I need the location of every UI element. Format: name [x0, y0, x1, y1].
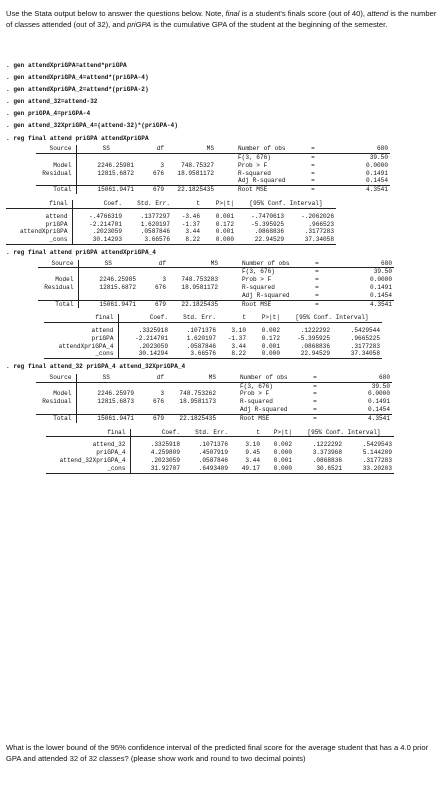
table-cell: 3.44	[185, 228, 200, 236]
command-line: . gen attend_32XpriGPA_4=(attend-32)*(priGPA-4)	[6, 122, 178, 130]
table-cell: 39.50	[371, 382, 390, 390]
table-cell	[76, 153, 136, 161]
table-cell	[216, 177, 236, 185]
intro-attend-var: attend	[367, 9, 389, 18]
table-cell: attendXpriGPA	[6, 228, 72, 236]
table-cell	[38, 292, 78, 300]
table-cell: =	[313, 414, 317, 422]
table-cell: F(3, 676)	[240, 382, 273, 390]
table-cell: 0.000	[273, 449, 292, 457]
fit-label: Adj R-squared	[236, 177, 308, 185]
table-cell: 3.66576	[124, 236, 172, 244]
table-cell: 3.44	[231, 342, 246, 350]
anova-cell: 748.75327	[181, 161, 214, 169]
table-cell	[218, 374, 238, 382]
table-cell	[36, 406, 76, 414]
table-cell: 22.1825435	[181, 300, 218, 308]
table-cell: -1.37	[227, 334, 246, 342]
anova-header-ss: SS	[76, 145, 136, 153]
table-cell: .3177283	[350, 342, 380, 350]
table-cell	[78, 268, 138, 276]
table-cell: .1071376	[198, 441, 228, 449]
table-cell: =	[311, 169, 315, 177]
table-cell: _cons	[44, 350, 118, 358]
table-cell: Source	[36, 374, 76, 382]
table-cell: 30.14294	[118, 350, 170, 358]
table-row	[46, 441, 394, 449]
anova-cell: 18.9581172	[177, 169, 214, 177]
intro-prigpa-var: priGPA	[127, 20, 152, 29]
table-cell: 676	[153, 398, 164, 406]
table-cell: df	[138, 260, 168, 268]
table-cell: 3	[162, 276, 166, 284]
table-cell	[166, 406, 218, 414]
table-row	[44, 350, 382, 358]
fit-label: Prob > F	[238, 161, 268, 169]
table-cell: MS	[168, 260, 220, 268]
table-cell: 3.373968	[312, 449, 342, 457]
table-cell: .3325918	[138, 327, 168, 335]
table-cell: 680	[322, 260, 394, 268]
table-cell: -.7470613	[251, 212, 284, 220]
table-cell	[216, 170, 236, 178]
table-cell: 4.3541	[368, 414, 390, 422]
table-cell: -.2062026	[301, 212, 334, 220]
table-cell: .5429543	[362, 441, 392, 449]
table-cell: 1.620197	[186, 334, 216, 342]
table-cell: .0587846	[186, 342, 216, 350]
coef-header: Std. Err.	[124, 200, 172, 208]
table-cell: 676	[155, 283, 166, 291]
table-cell	[76, 382, 136, 390]
table-cell: .0868836	[300, 342, 330, 350]
table-cell: 0.001	[215, 212, 234, 220]
table-cell: 0.1491	[370, 283, 392, 291]
table-cell: =	[311, 161, 315, 169]
command-line: . reg final attend_32 priGPA_4 attend_32XpriGPA_4	[6, 363, 186, 371]
table-cell	[220, 300, 240, 308]
table-cell: .1071376	[186, 327, 216, 335]
table-cell: 0.172	[261, 334, 280, 342]
table-cell: final	[44, 314, 118, 322]
table-cell: .2023059	[92, 228, 122, 236]
table-row	[6, 221, 336, 229]
table-cell: Std. Err.	[182, 429, 230, 437]
table-cell: final	[46, 429, 130, 437]
anova-header-df: df	[136, 145, 166, 153]
table-row	[6, 213, 336, 221]
coef-header-depvar: final	[6, 200, 72, 208]
table-cell	[218, 406, 238, 414]
anova-table	[36, 374, 392, 423]
table-row	[44, 343, 382, 351]
table-cell: SS	[76, 374, 136, 382]
table-cell	[220, 276, 240, 284]
table-cell: .2023059	[138, 342, 168, 350]
table-cell	[220, 284, 240, 292]
table-cell: 33.20203	[344, 465, 394, 473]
command-line: . gen priGPA_4=priGPA-4	[6, 110, 91, 118]
table-cell	[216, 186, 236, 194]
table-cell: SS	[78, 260, 138, 268]
table-cell	[38, 268, 78, 276]
table-cell: priGPA	[6, 221, 72, 229]
table-cell: .1222292	[300, 327, 330, 335]
table-cell: .1377297	[140, 212, 170, 220]
table-cell	[138, 292, 168, 300]
table-cell: .0587846	[198, 457, 228, 465]
intro-part-3: is the number of classes attended (out of 32), and	[6, 9, 437, 29]
fit-label: F(3, 676)	[238, 153, 271, 161]
table-cell: .0868836	[312, 457, 342, 465]
fit-value: 39.50	[369, 153, 388, 161]
table-cell: 3.10	[231, 327, 246, 335]
table-cell: 1.620197	[140, 220, 170, 228]
table-cell	[78, 292, 138, 300]
regression-2	[6, 260, 439, 360]
table-cell: t	[218, 314, 248, 322]
anova-row-label: Model	[36, 162, 76, 170]
table-cell: attend_32	[46, 441, 130, 449]
table-cell: [95% Conf. Interval]	[294, 429, 394, 437]
table-cell: .3177283	[362, 457, 392, 465]
table-cell: Source	[38, 260, 78, 268]
table-cell: P>|t|	[262, 429, 294, 437]
table-cell: 15061.9471	[97, 414, 134, 422]
anova-cell: 12815.6872	[97, 169, 134, 177]
table-cell: Root MSE	[240, 414, 270, 422]
anova-row-label: Residual	[36, 170, 76, 178]
table-cell: Root MSE	[242, 300, 272, 308]
table-cell	[216, 145, 236, 153]
table-cell: 0.001	[261, 342, 280, 350]
coef-header: P>|t|	[202, 200, 236, 208]
table-cell: =	[308, 145, 318, 153]
table-cell: 679	[153, 414, 164, 422]
table-cell: 9.45	[245, 449, 260, 457]
command-line: . gen attend_32=attend-32	[6, 98, 98, 106]
table-cell: 31.92707	[130, 465, 182, 473]
table-cell: 748.753262	[179, 390, 216, 398]
coefficient-table	[6, 200, 336, 245]
table-cell: 22.94529	[236, 236, 286, 244]
table-cell: .5429544	[350, 327, 380, 335]
table-cell: =	[313, 390, 317, 398]
table-cell	[168, 268, 220, 276]
command-line: . reg final attend priGPA attendXpriGPA	[6, 134, 149, 142]
regression-3	[6, 374, 439, 474]
table-cell: Total	[38, 300, 78, 308]
table-cell: -5.395925	[297, 334, 330, 342]
table-cell: 0.0000	[370, 276, 392, 284]
table-cell: 18.9581173	[179, 398, 216, 406]
command-line: . reg final attend priGPA attendXpriGPA_4	[6, 248, 156, 256]
table-cell: Coef.	[118, 314, 170, 322]
fit-value: 4.3541	[366, 186, 388, 194]
table-cell: 4.259809	[150, 449, 180, 457]
table-cell	[36, 153, 76, 161]
table-cell: 0.000	[248, 350, 282, 358]
table-cell: Prob > F	[242, 276, 272, 284]
table-cell: 3.44	[245, 457, 260, 465]
table-row	[46, 465, 394, 473]
anova-header-source: Source	[36, 145, 76, 153]
regression-1	[6, 145, 439, 245]
table-cell: 0.000	[262, 465, 294, 473]
table-cell: 0.0000	[368, 390, 390, 398]
fit-value: 0.1454	[318, 177, 390, 185]
table-cell: Model	[38, 276, 78, 284]
table-cell: 5.144209	[362, 449, 392, 457]
table-cell: 37.34058	[332, 350, 382, 358]
table-cell: 49.17	[230, 465, 262, 473]
table-cell: Residual	[38, 284, 78, 292]
table-cell: =	[311, 186, 315, 194]
anova-table	[36, 145, 390, 194]
table-cell	[218, 382, 238, 390]
table-cell	[136, 382, 166, 390]
table-cell: 18.9581172	[181, 283, 218, 291]
table-cell: F(3, 676)	[242, 268, 275, 276]
command-line: . gen attendXpriGPA=attend*priGPA	[6, 62, 127, 69]
table-cell: -5.395925	[251, 220, 284, 228]
table-cell: 3.10	[245, 441, 260, 449]
table-cell: -3.46	[181, 212, 200, 220]
table-cell: =	[311, 153, 315, 161]
question-text: What is the lower bound of the 95% confidence interval of the predicted final score for the average student that has a 4.0 prior GPA and attended 32 of 32 classes? (please show work and round to two decimal points)	[6, 743, 429, 763]
table-cell: 679	[155, 300, 166, 308]
table-cell: 0.002	[261, 327, 280, 335]
fit-value: 0.0000	[366, 161, 388, 169]
anova-cell: 2246.25981	[97, 161, 134, 169]
coefficient-table	[46, 429, 394, 474]
table-cell: .0868836	[254, 228, 284, 236]
coef-header-ci: [95% Conf. Interval]	[236, 200, 336, 208]
table-cell: 0.1454	[320, 406, 392, 414]
anova-cell: 3	[160, 161, 164, 169]
table-cell: 22.1825435	[179, 414, 216, 422]
table-row	[46, 457, 394, 465]
instructions-text	[6, 8, 439, 30]
table-cell: 0.001	[215, 228, 234, 236]
table-cell: attend	[44, 327, 118, 335]
table-row	[6, 236, 336, 244]
table-cell: =	[315, 300, 319, 308]
table-cell: attendXpriGPA_4	[44, 343, 118, 351]
table-cell	[36, 177, 76, 185]
table-cell: =	[312, 292, 322, 300]
table-cell	[218, 414, 238, 422]
table-cell: R-squared	[240, 398, 273, 406]
table-cell: 0.172	[215, 220, 234, 228]
table-cell: -.4766319	[89, 212, 122, 220]
table-cell: Adj R-squared	[238, 406, 310, 414]
fit-label: Number of obs	[236, 145, 308, 153]
anova-cell: 679	[153, 186, 164, 194]
table-cell: 4.3541	[370, 300, 392, 308]
table-cell: =	[315, 268, 319, 276]
table-cell: attend	[6, 213, 72, 221]
table-cell: 30.14293	[72, 236, 124, 244]
table-cell: =	[308, 177, 318, 185]
intro-part-2: is a student's finals score (out of 40),	[239, 9, 368, 18]
table-cell: .0587846	[140, 228, 170, 236]
table-cell	[220, 268, 240, 276]
table-cell	[76, 177, 136, 185]
table-cell: Residual	[36, 398, 76, 406]
table-cell	[136, 177, 166, 185]
table-cell: .966523	[308, 220, 334, 228]
table-cell	[218, 390, 238, 398]
table-cell: 3.66576	[170, 350, 218, 358]
table-cell	[166, 177, 216, 185]
table-cell: -2.214701	[89, 220, 122, 228]
anova-header-ms: MS	[166, 145, 216, 153]
table-cell	[216, 162, 236, 170]
table-cell: 2246.25985	[99, 276, 136, 284]
table-cell: P>|t|	[248, 314, 282, 322]
table-cell	[76, 406, 136, 414]
table-cell: Coef.	[130, 429, 182, 437]
table-cell: 22.94529	[282, 350, 332, 358]
table-cell: 0.000	[202, 236, 236, 244]
intro-part-4: is the cumulative GPA of the student at the beginning of the semester.	[151, 20, 388, 29]
table-cell: .3325918	[150, 441, 180, 449]
intro-part-1: Use the Stata output below to answer the questions below. Note,	[6, 9, 226, 18]
table-cell	[218, 398, 238, 406]
table-cell: 12815.6872	[99, 283, 136, 291]
table-cell	[168, 292, 220, 300]
table-cell: MS	[166, 374, 218, 382]
table-cell	[220, 292, 240, 300]
fit-label: R-squared	[238, 169, 271, 177]
stata-output	[6, 62, 439, 478]
table-cell	[36, 382, 76, 390]
table-cell	[138, 268, 168, 276]
anova-cell: 676	[153, 169, 164, 177]
table-cell: 0.002	[273, 441, 292, 449]
command-line: . gen attendXpriGPA_4=attend*(priGPA-4)	[6, 74, 149, 82]
table-cell: 748.753283	[181, 276, 218, 284]
table-cell: -1.37	[181, 220, 200, 228]
table-cell: .9665225	[350, 334, 380, 342]
table-cell: _cons	[46, 465, 130, 473]
table-cell: Model	[36, 390, 76, 398]
table-cell: 39.50	[373, 268, 392, 276]
coef-header: t	[172, 200, 202, 208]
table-cell: priGPA_4	[46, 449, 130, 457]
table-cell	[220, 260, 240, 268]
table-cell: R-squared	[242, 283, 275, 291]
table-row	[44, 335, 382, 343]
table-cell: Number of obs	[238, 374, 310, 382]
table-cell: .4507919	[198, 449, 228, 457]
table-cell: =	[310, 374, 320, 382]
table-cell: Number of obs	[240, 260, 312, 268]
table-cell	[166, 153, 216, 161]
table-cell: =	[312, 260, 322, 268]
coef-header: Coef.	[72, 200, 124, 208]
table-cell: .2023059	[150, 457, 180, 465]
table-cell: Prob > F	[240, 390, 270, 398]
table-cell: 12815.6873	[97, 398, 134, 406]
table-cell: _cons	[6, 236, 72, 244]
table-cell: [95% Conf. Interval]	[282, 314, 382, 322]
table-cell: Adj R-squared	[240, 292, 312, 300]
table-cell	[136, 153, 166, 161]
fit-value: 680	[318, 145, 390, 153]
table-cell: .6493409	[182, 465, 230, 473]
table-cell: =	[313, 398, 317, 406]
table-cell: 0.1454	[322, 292, 394, 300]
table-cell: =	[315, 283, 319, 291]
table-row	[46, 449, 394, 457]
fit-value: 0.1491	[366, 169, 388, 177]
table-cell: 8.22	[218, 350, 248, 358]
command-line: . gen attendXpriGPA_2=attend*(priGPA-2)	[6, 86, 149, 94]
table-cell: =	[310, 406, 320, 414]
table-cell: =	[315, 276, 319, 284]
anova-table	[38, 260, 394, 309]
table-cell: 37.34058	[286, 236, 336, 244]
table-cell	[216, 153, 236, 161]
coefficient-table	[44, 314, 382, 359]
table-row	[44, 327, 382, 335]
fit-label: Root MSE	[238, 186, 268, 194]
anova-cell: 15061.9471	[97, 186, 134, 194]
table-cell: priGPA	[44, 335, 118, 343]
table-cell: df	[136, 374, 166, 382]
table-cell: 680	[320, 374, 392, 382]
table-cell: attend_32XpriGPA_4	[46, 457, 130, 465]
table-row	[6, 228, 336, 236]
anova-row-label: Total	[36, 186, 76, 194]
table-cell: =	[313, 382, 317, 390]
table-cell: .1222292	[312, 441, 342, 449]
intro-final-var: final	[225, 9, 240, 18]
table-cell	[166, 382, 218, 390]
table-cell: t	[230, 429, 262, 437]
table-cell	[136, 406, 166, 414]
table-cell: Std. Err.	[170, 314, 218, 322]
table-cell: 0.1491	[368, 398, 390, 406]
table-cell: -2.214701	[135, 334, 168, 342]
table-cell: 30.6521	[294, 465, 344, 473]
table-cell: Total	[36, 414, 76, 422]
table-cell: .3177283	[304, 228, 334, 236]
table-cell: 15061.9471	[99, 300, 136, 308]
table-cell: 3	[160, 390, 164, 398]
anova-cell: 22.1825435	[177, 186, 214, 194]
table-cell: 8.22	[172, 236, 202, 244]
table-cell: 0.001	[273, 457, 292, 465]
table-cell: 2246.25979	[97, 390, 134, 398]
